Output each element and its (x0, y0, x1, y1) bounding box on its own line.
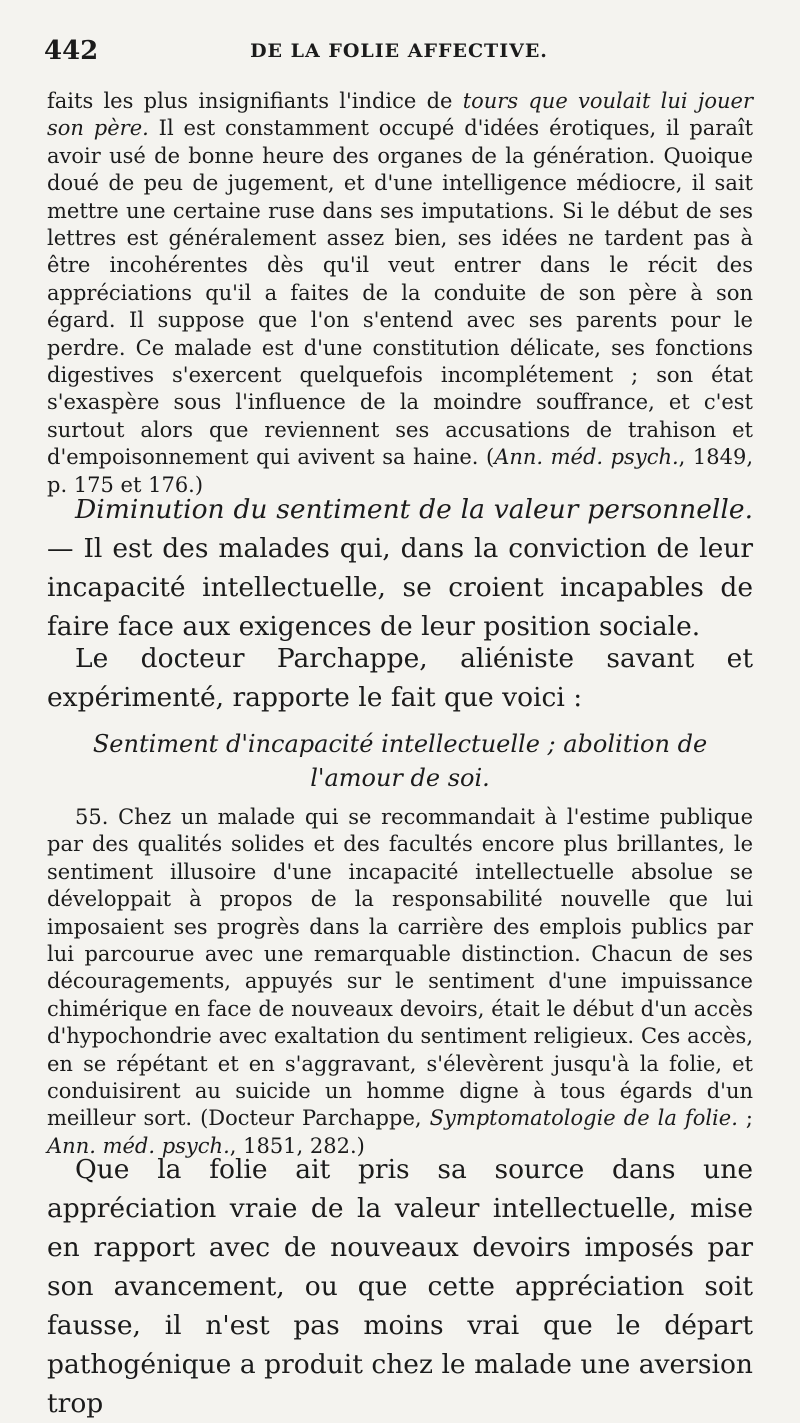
paragraph-text: — Il est des malades qui, dans la conviction de leur incapacité intellectuelle, se croient incapables de faire face aux exigences de leur position sociale. (47, 533, 753, 642)
paragraph-text: Il est constamment occupé d'idées érotiques, il paraît avoir usé de bonne heure des organes de la génération. Quoique doué de peu de jugement, et d'une intelligence médiocre, il sait mettre une certaine ruse dans ses imputations. Si le début de ses lettres est généralement assez bien, ses idées ne tardent pas à être incohérentes dès qu'il veut entrer dans le récit des appréciations qu'il a faites de la conduite de son père à son égard. Il suppose que l'on s'entend avec ses parents pour le perdre. Ce malade est d'une constitution délicate, ses fonctions digestives s'exercent quelquefois incomplétement ; son état s'exaspère sous l'influence de la moindre souffrance, et c'est surtout alors que reviennent ses accusations de trahison et d'empoisonnement qui avivent sa haine. ( (47, 116, 754, 470)
reference-title: Symptomatologie de la folie. (429, 1106, 738, 1131)
subheading-inline: Diminution du sentiment de la valeur personnelle. (75, 494, 753, 525)
observation-text: Chez un malade qui se recommandait à l'estime publique par des qualités solides et des facultés encore plus brillantes, le sentiment illusoire d'une incapacité intellectuelle absolue se développait à propos de la responsabilité nouvelle que lui imposaient ses progrès dans la carrière des emplois publics par lui parcourue avec une remarquable distinction. Chacun de ses découragements, appuyés sur le sentiment d'une impuissance chimérique en face de nouveaux devoirs, était le début d'un accès d'hypochondrie avec exaltation du sentiment religieux. Ces accès, en se répétant et en s'aggravant, s'élevèrent jusqu'à la folie, et conduisirent au suicide un homme digne à tous égards d'un meilleur sort. (Docteur Parchappe, (47, 805, 753, 1131)
section-heading: Sentiment d'incapacité intellectuelle ; abolition de l'amour de soi. (92, 730, 708, 792)
reference-detail: , 1849, p. 175 et 176.) (47, 445, 754, 497)
paragraph-parchappe-intro: Le docteur Parchappe, aliéniste savant et expérimenté, rapporte le fait que voici : (47, 643, 753, 713)
reference-detail: , 1851, 282.) (229, 1133, 365, 1158)
reference-journal: Ann. méd. psych. (494, 445, 679, 470)
reference-journal: Ann. méd. psych. (47, 1133, 230, 1158)
paragraph-text: faits les plus insignifiants l'indice de (47, 89, 463, 113)
reference-separator: ; (737, 1106, 753, 1131)
paragraph-diminution (47, 490, 753, 646)
paragraph-closing: Que la folie ait pris sa source dans une appréciation vraie de la valeur intellectuelle, mise en rapport avec de nouveaux devoirs imposés par son avancement, ou que cette appréciation soit fausse, il n'est pas moins vrai que le départ pathogénique a produit chez le malade une aversion trop (47, 1154, 753, 1419)
running-title: DE LA FOLIE AFFECTIVE. (250, 40, 548, 62)
observation-55 (47, 804, 753, 1160)
page-number: 442 (44, 36, 99, 66)
paragraph-case-continuation (47, 88, 753, 499)
page-header (44, 36, 754, 68)
observation-number: 55. (75, 805, 109, 829)
italic-phrase: tours que voulait lui jouer son père. (47, 89, 753, 141)
